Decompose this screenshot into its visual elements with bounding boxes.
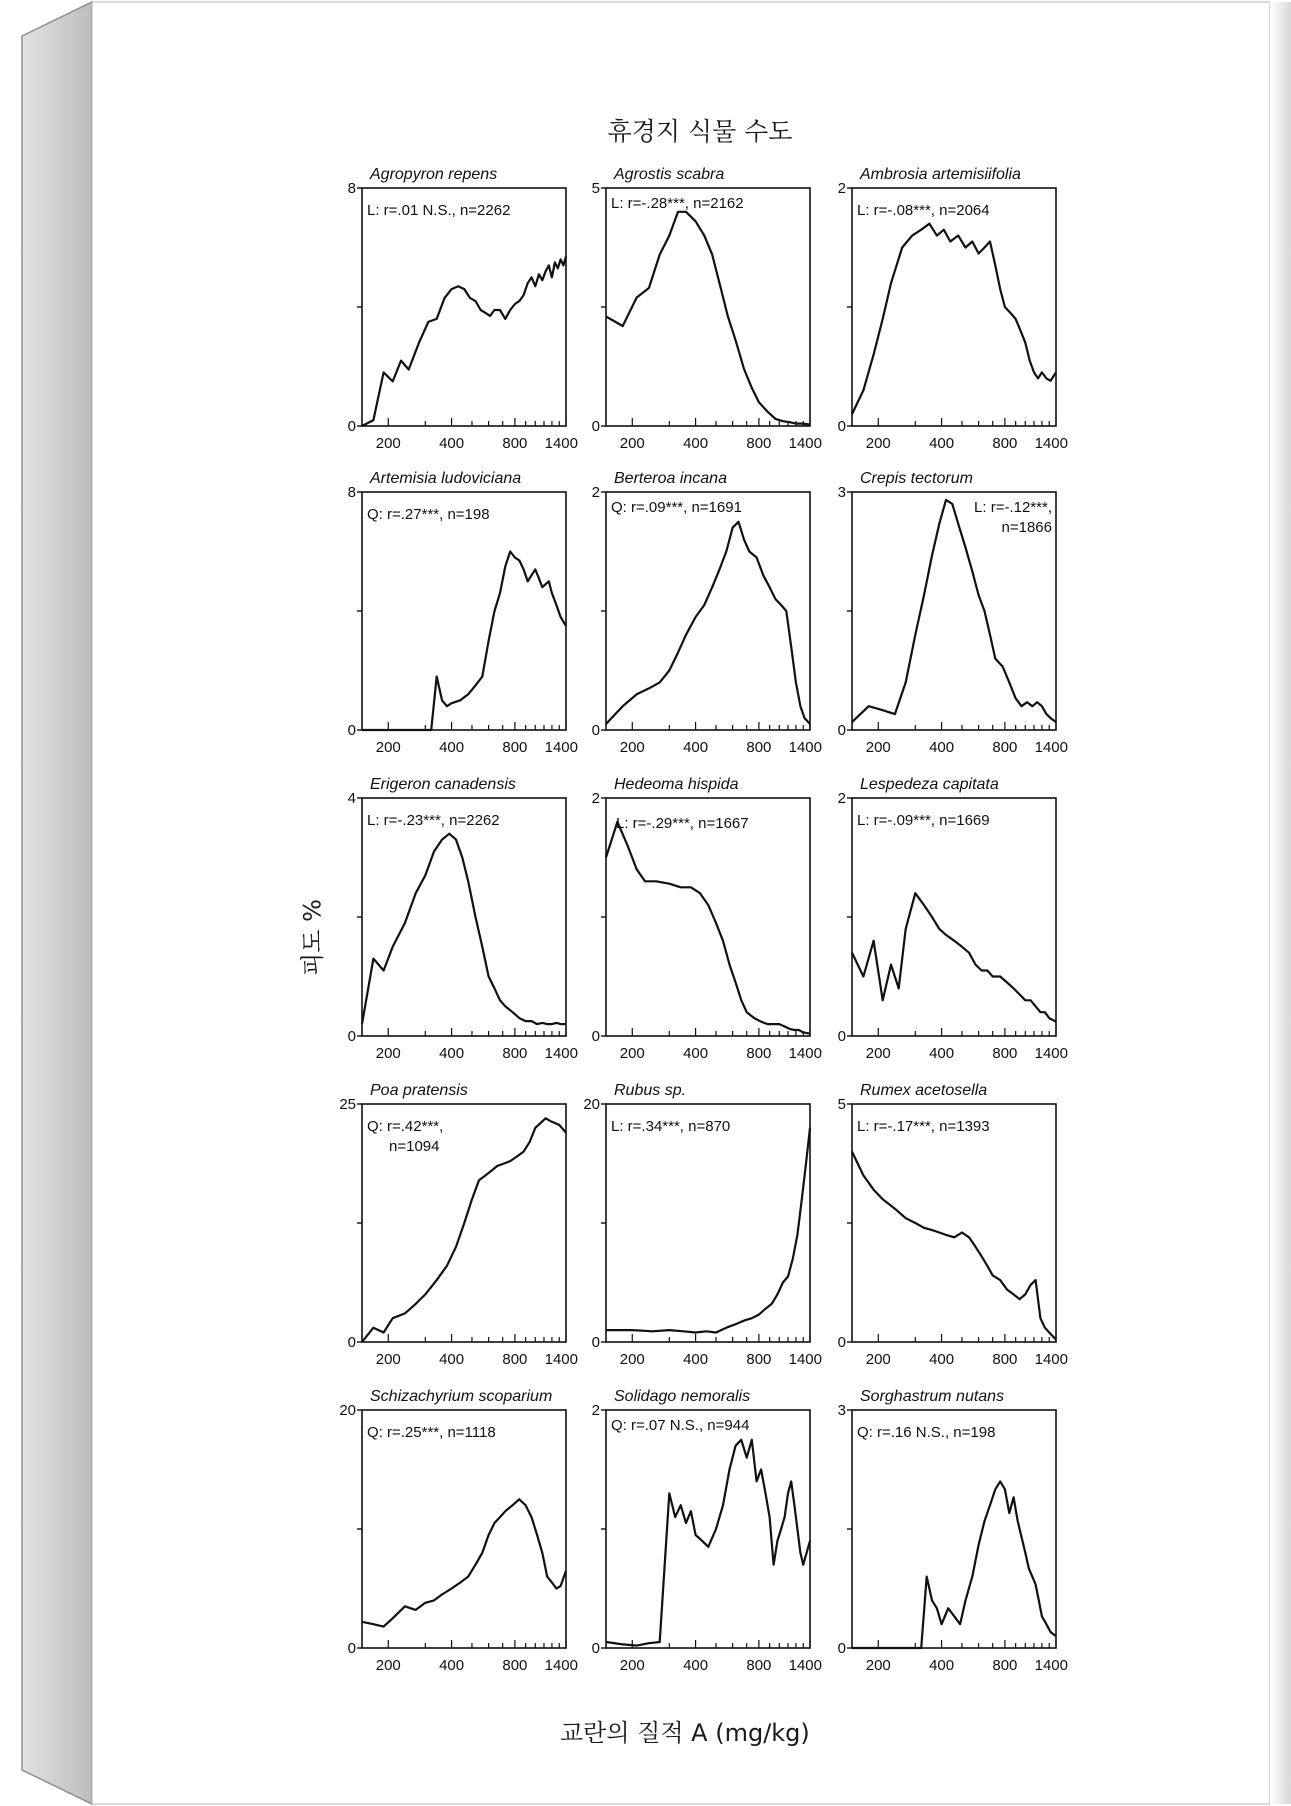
x-tick-label: 400	[439, 435, 465, 452]
stat-annotation: L: r=-.29***, n=1667	[616, 815, 749, 832]
plot-frame	[606, 188, 810, 426]
stat-annotation: L: r=.34***, n=870	[611, 1118, 731, 1135]
x-tick-label: 400	[683, 1657, 709, 1674]
x-tick-label: 400	[929, 739, 955, 756]
series-line	[606, 1128, 810, 1333]
x-tick-label: 400	[439, 1045, 465, 1062]
x-tick-label: 800	[502, 1045, 528, 1062]
x-tick-label: 800	[746, 1045, 772, 1062]
x-tick-label: 400	[683, 739, 709, 756]
stat-annotation: Q: r=.27***, n=198	[367, 506, 490, 523]
chart-title: Agrostis scabra	[614, 166, 725, 183]
y-tick-label: 0	[591, 1028, 600, 1045]
y-tick-label: 0	[837, 418, 846, 435]
stat-annotation: L: r=-.08***, n=2064	[857, 202, 990, 219]
chart-title: Rubus sp.	[614, 1082, 687, 1099]
series-line	[852, 1152, 1056, 1340]
stat-annotation: Q: r=.42***,	[367, 1118, 444, 1135]
y-tick-label: 2	[591, 1402, 600, 1419]
stat-annotation: L: r=-.23***, n=2262	[367, 812, 500, 829]
chart-title: Ambrosia artemisiifolia	[860, 166, 1021, 183]
plot-frame	[362, 798, 566, 1036]
x-tick-label: 1400	[788, 739, 822, 756]
x-tick-label: 400	[929, 1657, 955, 1674]
y-tick-label: 2	[837, 180, 846, 197]
y-tick-label: 2	[591, 484, 600, 501]
y-tick-label: 0	[591, 722, 600, 739]
series-line	[362, 552, 566, 731]
series-line	[362, 834, 566, 1024]
chart-panel	[592, 470, 822, 756]
x-tick-label: 800	[502, 1351, 528, 1368]
series-line	[852, 893, 1056, 1022]
series-line	[362, 1499, 566, 1626]
x-tick-label: 1400	[1034, 1351, 1068, 1368]
x-tick-label: 800	[746, 739, 772, 756]
x-tick-label: 1400	[544, 739, 578, 756]
y-tick-label: 0	[347, 1334, 356, 1351]
chart-title: Agropyron repens	[370, 166, 498, 183]
chart-title: Solidago nemoralis	[614, 1388, 751, 1405]
y-tick-label: 4	[347, 790, 356, 807]
y-tick-label: 0	[837, 722, 846, 739]
x-tick-label: 200	[865, 739, 891, 756]
series-line	[606, 1440, 810, 1646]
x-tick-label: 800	[502, 435, 528, 452]
x-tick-label: 200	[375, 1351, 401, 1368]
x-tick-label: 800	[992, 1351, 1018, 1368]
x-tick-label: 200	[619, 435, 645, 452]
x-tick-label: 800	[746, 435, 772, 452]
y-tick-label: 2	[837, 790, 846, 807]
y-tick-label: 0	[591, 1640, 600, 1657]
x-axis-label-text: 교란의 질적 A (mg/kg)	[560, 1719, 810, 1747]
plot-frame	[852, 1410, 1056, 1648]
chart-panel	[592, 166, 822, 452]
x-tick-label: 1400	[788, 1045, 822, 1062]
y-tick-label: 3	[837, 1402, 846, 1419]
x-tick-label: 1400	[1034, 435, 1068, 452]
x-tick-label: 1400	[788, 1351, 822, 1368]
series-line	[852, 1481, 1056, 1648]
y-tick-label: 0	[591, 1334, 600, 1351]
x-tick-label: 200	[619, 739, 645, 756]
chart-title: Berteroa incana	[614, 470, 727, 487]
series-line	[606, 522, 810, 724]
stat-annotation: Q: r=.16 N.S., n=198	[857, 1424, 996, 1441]
y-tick-label: 0	[837, 1334, 846, 1351]
stat-annotation: L: r=-.28***, n=2162	[611, 195, 744, 212]
x-tick-label: 800	[992, 1045, 1018, 1062]
chart-panel	[838, 776, 1068, 1062]
y-tick-label: 0	[347, 418, 356, 435]
y-tick-label: 5	[837, 1096, 846, 1113]
y-tick-label: 8	[347, 484, 356, 501]
chart-title: Rumex acetosella	[860, 1082, 988, 1099]
x-tick-label: 400	[929, 1045, 955, 1062]
page-title: 휴경지 식물 수도	[607, 117, 793, 146]
x-tick-label: 200	[619, 1657, 645, 1674]
x-tick-label: 200	[375, 739, 401, 756]
stat-annotation: L: r=-.17***, n=1393	[857, 1118, 990, 1135]
y-tick-label: 8	[347, 180, 356, 197]
chart-panel	[348, 166, 578, 452]
y-axis-label: 피도 %	[298, 899, 327, 976]
x-tick-label: 800	[992, 435, 1018, 452]
chart-panel	[348, 776, 578, 1062]
x-tick-label: 400	[929, 435, 955, 452]
x-tick-label: 200	[865, 1351, 891, 1368]
series-line	[606, 822, 810, 1034]
x-tick-label: 1400	[1034, 1657, 1068, 1674]
plot-frame	[606, 1104, 810, 1342]
stat-annotation: Q: r=.07 N.S., n=944	[611, 1417, 750, 1434]
stat-annotation: L: r=-.12***,	[974, 499, 1052, 516]
x-tick-label: 1400	[544, 1351, 578, 1368]
chart-panel	[838, 1082, 1068, 1368]
x-tick-label: 800	[502, 1657, 528, 1674]
x-tick-label: 1400	[544, 1045, 578, 1062]
stat-annotation: n=1094	[389, 1138, 440, 1155]
x-tick-label: 400	[439, 1657, 465, 1674]
x-tick-label: 1400	[788, 1657, 822, 1674]
x-tick-label: 200	[375, 435, 401, 452]
x-tick-label: 1400	[1034, 1045, 1068, 1062]
x-tick-label: 400	[439, 739, 465, 756]
series-line	[362, 256, 566, 426]
chart-panel	[838, 1388, 1068, 1674]
chart-panel	[838, 166, 1068, 452]
x-tick-label: 1400	[788, 435, 822, 452]
plot-frame	[852, 188, 1056, 426]
chart-panel	[339, 1388, 578, 1674]
y-tick-label: 0	[837, 1640, 846, 1657]
x-tick-label: 200	[865, 435, 891, 452]
chart-title: Lespedeza capitata	[860, 776, 999, 793]
x-tick-label: 400	[929, 1351, 955, 1368]
chart-panel	[838, 470, 1068, 756]
x-tick-label: 200	[619, 1045, 645, 1062]
x-tick-label: 1400	[544, 1657, 578, 1674]
x-tick-label: 800	[746, 1657, 772, 1674]
x-tick-label: 800	[746, 1351, 772, 1368]
y-tick-label: 5	[591, 180, 600, 197]
x-tick-label: 200	[619, 1351, 645, 1368]
y-tick-label: 25	[339, 1096, 356, 1113]
y-tick-label: 20	[583, 1096, 600, 1113]
chart-panel	[592, 776, 822, 1062]
chart-title: Sorghastrum nutans	[860, 1388, 1005, 1405]
stat-annotation: L: r=-.09***, n=1669	[857, 812, 990, 829]
chart-title: Crepis tectorum	[860, 470, 973, 487]
x-tick-label: 800	[992, 739, 1018, 756]
chart-title: Hedeoma hispida	[614, 776, 739, 793]
x-tick-label: 400	[439, 1351, 465, 1368]
x-tick-label: 400	[683, 1045, 709, 1062]
stat-annotation: n=1866	[1001, 519, 1052, 536]
plot-frame	[606, 798, 810, 1036]
chart-title: Artemisia ludoviciana	[370, 470, 522, 487]
series-line	[606, 212, 810, 425]
y-tick-label: 0	[347, 722, 356, 739]
x-tick-label: 400	[683, 435, 709, 452]
y-tick-label: 20	[339, 1402, 356, 1419]
plot-frame	[606, 1410, 810, 1648]
y-tick-label: 3	[837, 484, 846, 501]
y-tick-label: 0	[347, 1028, 356, 1045]
y-tick-label: 0	[347, 1640, 356, 1657]
x-tick-label: 800	[992, 1657, 1018, 1674]
x-tick-label: 200	[375, 1657, 401, 1674]
plot-frame	[852, 1104, 1056, 1342]
chart-title: Poa pratensis	[370, 1082, 468, 1099]
stat-annotation: Q: r=.09***, n=1691	[611, 499, 742, 516]
chart-panel	[592, 1388, 822, 1674]
x-tick-label: 200	[865, 1045, 891, 1062]
chart-panel	[583, 1082, 822, 1368]
chart-panel	[339, 1082, 578, 1368]
y-tick-label: 2	[591, 790, 600, 807]
x-tick-label: 800	[502, 739, 528, 756]
plot-frame	[362, 492, 566, 730]
x-tick-label: 200	[865, 1657, 891, 1674]
x-tick-label: 1400	[1034, 739, 1068, 756]
x-tick-label: 200	[375, 1045, 401, 1062]
chart-panel	[348, 470, 578, 756]
y-tick-label: 0	[591, 418, 600, 435]
x-tick-label: 1400	[544, 435, 578, 452]
chart-title: Schizachyrium scoparium	[370, 1388, 553, 1405]
stat-annotation: Q: r=.25***, n=1118	[367, 1424, 496, 1441]
plot-frame	[362, 188, 566, 426]
series-line	[852, 224, 1056, 414]
chart-title: Erigeron canadensis	[370, 776, 516, 793]
y-tick-label: 0	[837, 1028, 846, 1045]
x-tick-label: 400	[683, 1351, 709, 1368]
stat-annotation: L: r=.01 N.S., n=2262	[367, 202, 511, 219]
